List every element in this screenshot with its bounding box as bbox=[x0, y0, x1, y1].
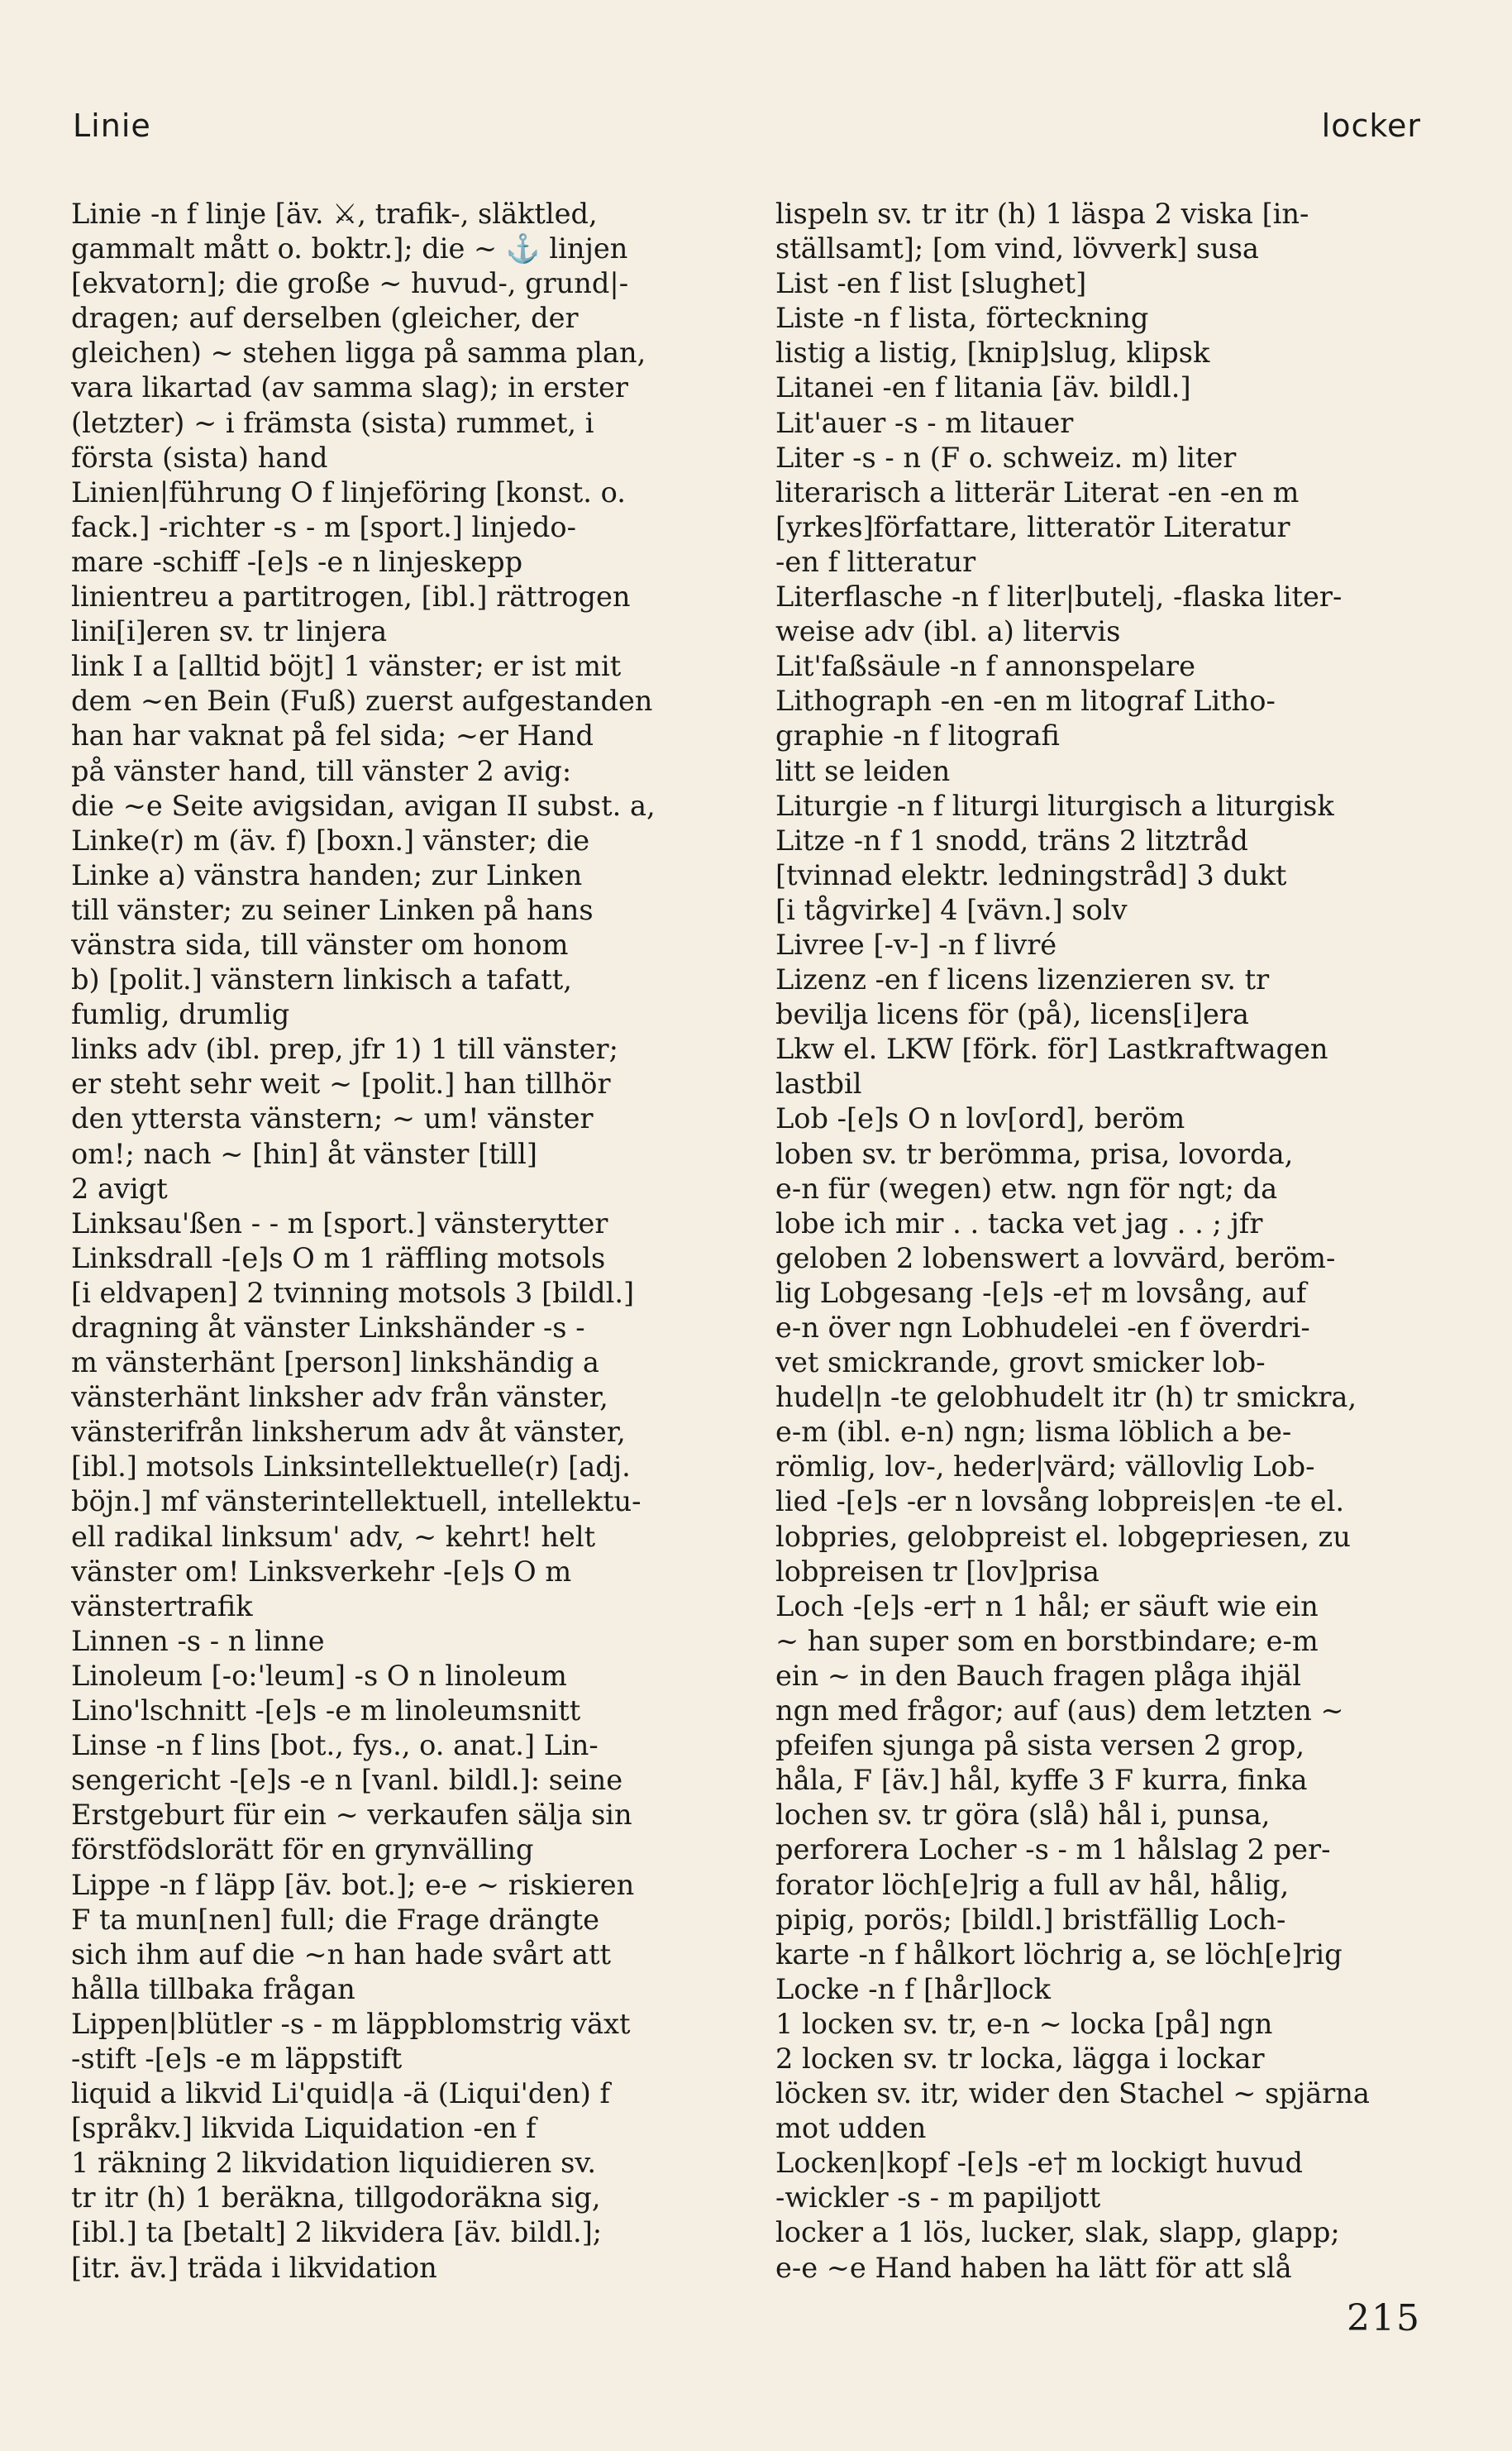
entry-line: tr itr (h) 1 beräkna, tillgodoräkna sig, bbox=[71, 2181, 601, 2214]
entry-line: lig Lobgesang -[e]s -e† m lovsång, auf bbox=[775, 1276, 1307, 1309]
entry-line: litt se leiden bbox=[775, 754, 951, 787]
entry-line: -wickler -s - m papiljott bbox=[775, 2181, 1101, 2214]
entry-line: Loch -[e]s -er† n 1 hål; er säuft wie ein bbox=[775, 1589, 1319, 1622]
entry-line: literarisch a litterär Literat -en -en m bbox=[775, 475, 1300, 509]
entry-line: [ibl.] ta [betalt] 2 likvidera [äv. bildl.]; bbox=[71, 2216, 603, 2249]
guide-word-right: locker bbox=[1321, 108, 1421, 144]
entry-line: Lizenz -en f licens lizenzieren sv. tr bbox=[775, 963, 1270, 996]
entry-line: -stift -[e]s -e m läppstift bbox=[71, 2042, 403, 2075]
entry-line: Litze -n f 1 snodd, träns 2 litztråd bbox=[775, 824, 1248, 857]
entry-line: löcken sv. itr, wider den Stachel ~ spjärna bbox=[775, 2077, 1370, 2110]
entry-line: 2 avigt bbox=[71, 1172, 168, 1205]
entry-line: e-n över ngn Lobhudelei -en f överdri- bbox=[775, 1312, 1310, 1344]
entry-line: Linse -n f lins [bot., fys., o. anat.] Lin- bbox=[71, 1729, 599, 1762]
entry-line: lied -[e]s -er n lovsång lobpreis|en -te el. bbox=[775, 1485, 1345, 1518]
entry-line: perforera Locher -s - m 1 hålslag 2 per- bbox=[775, 1833, 1331, 1866]
entry-line: locker a 1 lös, lucker, slak, slapp, glapp; bbox=[775, 2216, 1340, 2249]
entry-line: lobpries, gelobpreist el. lobgepriesen, zu bbox=[775, 1520, 1351, 1553]
entry-line: [språkv.] likvida Liquidation -en f bbox=[71, 2112, 537, 2145]
entry-line: forator löch[e]rig a full av hål, hålig, bbox=[775, 1868, 1290, 1901]
entry-line: F ta mun[nen] full; die Frage drängte bbox=[71, 1903, 600, 1936]
entry-line: lochen sv. tr göra (slå) hål i, punsa, bbox=[775, 1799, 1271, 1832]
entry-line: lispeln sv. tr itr (h) 1 läspa 2 viska [in- bbox=[775, 198, 1309, 230]
entry-line: fack.] -richter -s - m [sport.] linjedo- bbox=[71, 510, 576, 543]
entry-line: mare -schiff -[e]s -e n linjeskepp bbox=[71, 545, 523, 578]
entry-line: vänster om! Linksverkehr -[e]s O m bbox=[71, 1555, 572, 1588]
entry-line: Locke -n f [hår]lock bbox=[775, 1972, 1051, 2005]
entry-line: link I a [alltid böjt] 1 vänster; er ist mit bbox=[71, 650, 622, 683]
entry-line: första (sista) hand bbox=[71, 441, 328, 474]
entry-line: dragning åt vänster Linkshänder -s - bbox=[71, 1312, 585, 1344]
entry-line: Litanei -en f litania [äv. bildl.] bbox=[775, 371, 1191, 404]
entry-line: Linie -n f linje [äv. ⚔, trafik-, släktled, bbox=[71, 198, 598, 230]
entry-line: vänstra sida, till vänster om honom bbox=[71, 928, 569, 961]
entry-line: Linnen -s - n linne bbox=[71, 1624, 325, 1657]
entry-line: e-m (ibl. e-n) ngn; lisma löblich a be- bbox=[775, 1416, 1292, 1449]
guide-word-left: Linie bbox=[73, 108, 151, 144]
entry-line: hålla tillbaka frågan bbox=[71, 1972, 355, 2005]
entry-line: Lippe -n f läpp [äv. bot.]; e-e ~ riskieren bbox=[71, 1868, 635, 1901]
entry-line: er steht sehr weit ~ [polit.] han tillhör bbox=[71, 1068, 611, 1101]
entry-line: ~ han super som en borstbindare; e-m bbox=[775, 1624, 1319, 1657]
entry-line: listig a listig, [knip]slug, klipsk bbox=[775, 337, 1210, 370]
entry-line: Linke a) vänstra handen; zur Linken bbox=[71, 858, 583, 891]
entry-line: Liter -s - n (F o. schweiz. m) liter bbox=[775, 441, 1237, 474]
entry-line: Lob -[e]s O n lov[ord], beröm bbox=[775, 1102, 1185, 1135]
entry-line: pipig, porös; [bildl.] bristfällig Loch- bbox=[775, 1903, 1286, 1936]
entry-line: m vänsterhänt [person] linkshändig a bbox=[71, 1346, 599, 1379]
entry-line: e-n für (wegen) etw. ngn för ngt; da bbox=[775, 1172, 1278, 1205]
entry-line: sich ihm auf die ~n han hade svårt att bbox=[71, 1937, 611, 1971]
entry-line: sengericht -[e]s -e n [vanl. bildl.]: seine bbox=[71, 1764, 623, 1797]
entry-line: Lit'faßsäule -n f annonspelare bbox=[775, 650, 1195, 683]
entry-line: fumlig, drumlig bbox=[71, 998, 290, 1031]
left-column bbox=[71, 197, 716, 2286]
entry-line: dragen; auf derselben (gleicher, der bbox=[71, 302, 579, 335]
entry-line: den yttersta vänstern; ~ um! vänster bbox=[71, 1102, 594, 1135]
entry-line: gammalt mått o. boktr.]; die ~ ⚓ linjen bbox=[71, 232, 628, 265]
entry-line: han har vaknat på fel sida; ~er Hand bbox=[71, 719, 594, 752]
entry-line: Lit'auer -s - m litauer bbox=[775, 406, 1074, 439]
entry-line: Linksau'ßen - - m [sport.] vänsterytter bbox=[71, 1206, 608, 1240]
entry-line: bevilja licens för (på), licens[i]era bbox=[775, 998, 1249, 1031]
entry-line: Liturgie -n f liturgi liturgisch a liturgisk bbox=[775, 789, 1334, 822]
entry-line: römlig, lov-, heder|värd; vällovlig Lob- bbox=[775, 1450, 1315, 1484]
entry-line: 1 räkning 2 likvidation liquidieren sv. bbox=[71, 2147, 596, 2180]
entry-line: Linien|führung O f linjeföring [konst. o. bbox=[71, 475, 626, 509]
entry-line: håla, F [äv.] hål, kyffe 3 F kurra, finka bbox=[775, 1764, 1308, 1797]
entry-line: liquid a likvid Li'quid|a -ä (Liqui'den) f bbox=[71, 2077, 610, 2110]
entry-line: lini[i]eren sv. tr linjera bbox=[71, 615, 388, 648]
entry-line: Linke(r) m (äv. f) [boxn.] vänster; die bbox=[71, 824, 590, 857]
entry-line: [tvinnad elektr. ledningstråd] 3 dukt bbox=[775, 858, 1287, 891]
entry-line: 2 locken sv. tr locka, lägga i lockar bbox=[775, 2042, 1265, 2075]
entry-line: hudel|n -te gelobhudelt itr (h) tr smickra, bbox=[775, 1381, 1357, 1414]
entry-line: Lino'lschnitt -[e]s -e m linoleumsnitt bbox=[71, 1694, 581, 1727]
entry-line: [yrkes]författare, litteratör Literatur bbox=[775, 510, 1290, 543]
entry-line: karte -n f hålkort löchrig a, se löch[e]rig bbox=[775, 1937, 1343, 1971]
entry-line: pfeifen sjunga på sista versen 2 grop, bbox=[775, 1729, 1305, 1762]
entry-line: e-e ~e Hand haben ha lätt för att slå bbox=[775, 2251, 1292, 2284]
entry-line: Livree [-v-] -n f livré bbox=[775, 928, 1057, 961]
entry-line: förstfödslorätt för en grynvälling bbox=[71, 1833, 534, 1866]
entry-line: Linksdrall -[e]s O m 1 räffling motsols bbox=[71, 1241, 606, 1274]
entry-line: (letzter) ~ i främsta (sista) rummet, i bbox=[71, 406, 594, 439]
entry-line: ein ~ in den Bauch fragen plåga ihjäl bbox=[775, 1659, 1301, 1692]
entry-line: mot udden bbox=[775, 2112, 927, 2145]
entry-line: vänsterifrån linksherum adv åt vänster, bbox=[71, 1416, 626, 1449]
entry-line: [i tågvirke] 4 [vävn.] solv bbox=[775, 893, 1128, 926]
entry-line: b) [polit.] vänstern linkisch a tafatt, bbox=[71, 963, 572, 996]
entry-line: [ibl.] motsols Linksintellektuelle(r) [adj. bbox=[71, 1450, 631, 1484]
entry-line: [i eldvapen] 2 tvinning motsols 3 [bildl.] bbox=[71, 1276, 635, 1309]
entry-line: List -en f list [slughet] bbox=[775, 267, 1087, 300]
entry-line: ell radikal linksum' adv, ~ kehrt! helt bbox=[71, 1520, 596, 1553]
entry-line: [ekvatorn]; die große ~ huvud-, grund|- bbox=[71, 267, 629, 300]
entry-line: lobpreisen tr [lov]prisa bbox=[775, 1555, 1099, 1588]
entry-line: loben sv. tr berömma, prisa, lovorda, bbox=[775, 1137, 1294, 1170]
entry-line: 1 locken sv. tr, e-n ~ locka [på] ngn bbox=[775, 2007, 1273, 2040]
entry-line: geloben 2 lobenswert a lovvärd, beröm- bbox=[775, 1241, 1336, 1274]
entry-line: Locken|kopf -[e]s -e† m lockigt huvud bbox=[775, 2147, 1304, 2180]
entry-line: vänstertrafik bbox=[71, 1589, 253, 1622]
entry-line: Lippen|blütler -s - m läppblomstrig växt bbox=[71, 2007, 631, 2040]
entry-line: dem ~en Bein (Fuß) zuerst aufgestanden bbox=[71, 685, 653, 718]
entry-line: [itr. äv.] träda i likvidation bbox=[71, 2251, 437, 2284]
entry-line: links adv (ibl. prep, jfr 1) 1 till vänster; bbox=[71, 1033, 618, 1066]
entry-line: Erstgeburt für ein ~ verkaufen sälja sin bbox=[71, 1799, 632, 1832]
entry-line: Liste -n f lista, förteckning bbox=[775, 302, 1149, 335]
entry-line: Literflasche -n f liter|butelj, -flaska liter- bbox=[775, 580, 1343, 614]
entry-line: ngn med frågor; auf (aus) dem letzten ~ bbox=[775, 1694, 1344, 1727]
entry-line: om!; nach ~ [hin] åt vänster [till] bbox=[71, 1137, 537, 1170]
entry-line: linientreu a partitrogen, [ibl.] rättrogen bbox=[71, 580, 631, 614]
entry-line: Linoleum [-o:'leum] -s O n linoleum bbox=[71, 1659, 567, 1692]
entry-line: vänsterhänt linksher adv från vänster, bbox=[71, 1381, 608, 1414]
entry-line: Lithograph -en -en m litograf Litho- bbox=[775, 685, 1276, 718]
entry-line: Lkw el. LKW [förk. för] Lastkraftwagen bbox=[775, 1033, 1328, 1066]
page-number: 215 bbox=[1347, 2297, 1421, 2339]
entry-line: vara likartad (av samma slag); in erster bbox=[71, 371, 628, 404]
entry-line: ställsamt]; [om vind, lövverk] susa bbox=[775, 232, 1259, 265]
entry-line: böjn.] mf vänsterintellektuell, intellektu- bbox=[71, 1485, 642, 1518]
entry-line: vet smickrande, grovt smicker lob- bbox=[775, 1346, 1266, 1379]
entry-line: till vänster; zu seiner Linken på hans bbox=[71, 893, 594, 926]
entry-line: weise adv (ibl. a) litervis bbox=[775, 615, 1121, 648]
entry-line: lobe ich mir . . tacka vet jag . . ; jfr bbox=[775, 1206, 1263, 1240]
entry-line: lastbil bbox=[775, 1068, 862, 1101]
entry-line: gleichen) ~ stehen ligga på samma plan, bbox=[71, 337, 646, 370]
entry-line: på vänster hand, till vänster 2 avig: bbox=[71, 754, 572, 787]
entry-line: graphie -n f litografi bbox=[775, 719, 1060, 752]
entry-line: -en f litteratur bbox=[775, 545, 976, 578]
right-column bbox=[775, 197, 1420, 2286]
entry-line: die ~e Seite avigsidan, avigan II subst. a, bbox=[71, 789, 656, 822]
